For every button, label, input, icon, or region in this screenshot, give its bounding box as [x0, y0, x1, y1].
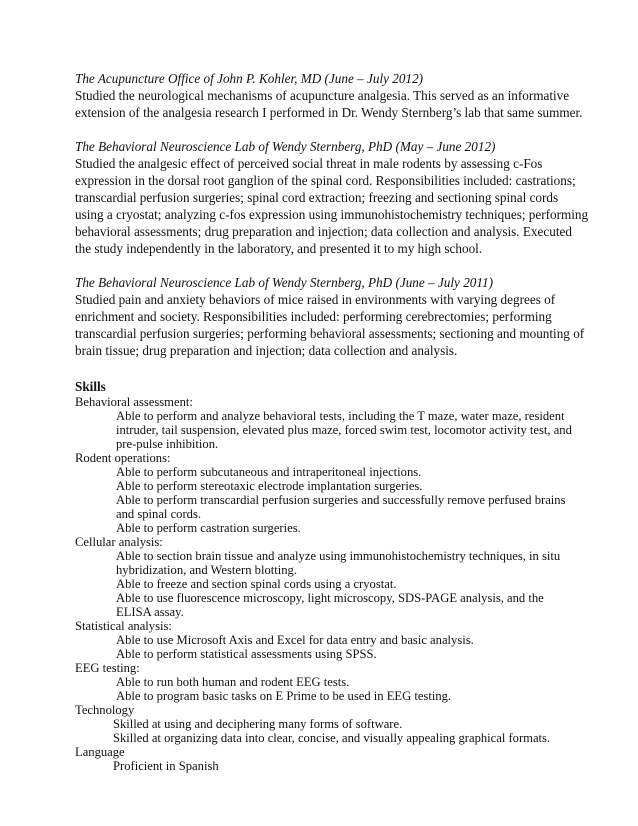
- text-line: transcardial perfusion surgeries; performing behavioral assessments; sectioning and mounting of: [75, 326, 585, 341]
- text-line: Proficient in Spanish: [113, 759, 219, 773]
- text-line: Able to perform subcutaneous and intraperitoneal injections.: [116, 465, 422, 479]
- skill-item: [75, 493, 575, 521]
- skill-category-label: Behavioral assessment:: [75, 395, 193, 409]
- text-line: using a cryostat; analyzing c-fos expression using immunohistochemistry techniques; performing: [75, 207, 589, 222]
- text-line: Able to run both human and rodent EEG tests.: [116, 675, 350, 689]
- skill-category-label: Language: [75, 745, 125, 759]
- skill-category-label: Technology: [75, 703, 135, 717]
- skill-item: [75, 409, 575, 451]
- skill-item: [75, 521, 575, 535]
- text-line: expression in the dorsal root ganglion of the spinal cord. Responsibilities included: castrations;: [75, 173, 576, 188]
- skill-category: [75, 535, 575, 619]
- text-line: hybridization, and Western blotting.: [116, 563, 297, 577]
- skill-item: [75, 675, 575, 689]
- text-line: behavioral assessments; drug preparation and injection; data collection and analysis. Executed: [75, 224, 572, 239]
- text-line: Able to perform castration surgeries.: [116, 521, 301, 535]
- text-line: Able to perform stereotaxic electrode implantation surgeries.: [116, 479, 423, 493]
- skill-item: [75, 549, 575, 577]
- text-line: Able to use Microsoft Axis and Excel for data entry and basic analysis.: [116, 633, 474, 647]
- entry-title: The Behavioral Neuroscience Lab of Wendy Sternberg, PhD (June – July 2011): [75, 275, 493, 290]
- skill-item: [75, 759, 575, 773]
- skill-item: [75, 689, 575, 703]
- text-line: Studied the analgesic effect of perceived social threat in male rodents by assessing c-Fos: [75, 156, 543, 171]
- text-line: extension of the analgesia research I performed in Dr. Wendy Sternberg’s lab that same summer.: [75, 105, 583, 120]
- text-line: Able to section brain tissue and analyze using immunohistochemistry techniques, in situ: [116, 549, 561, 563]
- text-line: Able to freeze and section spinal cords using a cryostat.: [116, 577, 397, 591]
- text-line: Able to use fluorescence microscopy, light microscopy, SDS-PAGE analysis, and the: [116, 591, 544, 605]
- skill-category: [75, 703, 575, 745]
- text-line: Able to perform statistical assessments using SPSS.: [116, 647, 377, 661]
- skill-category: [75, 395, 575, 451]
- text-line: intruder, tail suspension, elevated plus maze, forced swim test, locomotor activity test, and: [116, 423, 572, 437]
- text-line: Studied the neurological mechanisms of acupuncture analgesia. This served as an informative: [75, 88, 570, 103]
- resume-page: [75, 70, 589, 773]
- entry-description: [75, 87, 583, 121]
- text-line: Able to perform transcardial perfusion surgeries and successfully remove perfused brains: [116, 493, 566, 507]
- skill-item: [75, 647, 575, 661]
- text-line: brain tissue; drug preparation and injection; data collection and analysis.: [75, 343, 458, 358]
- skill-category-label: EEG testing:: [75, 661, 140, 675]
- entry-title: The Behavioral Neuroscience Lab of Wendy Sternberg, PhD (May – June 2012): [75, 139, 496, 154]
- text-line: Able to program basic tasks on E Prime to be used in EEG testing.: [116, 689, 452, 703]
- skill-category: [75, 661, 575, 703]
- skills-heading: Skills: [75, 379, 106, 394]
- text-line: Skilled at organizing data into clear, concise, and visually appealing graphical formats.: [113, 731, 551, 745]
- skill-category: [75, 619, 575, 661]
- skill-item: [75, 591, 575, 619]
- skill-item: [75, 577, 575, 591]
- text-line: and spinal cords.: [116, 507, 201, 521]
- text-line: the study independently in the laboratory, and presented it to my high school.: [75, 241, 483, 256]
- skill-item: [75, 731, 575, 745]
- skill-item: [75, 633, 575, 647]
- skill-item: [75, 479, 575, 493]
- text-line: transcardial perfusion surgeries; spinal cord extraction; freezing and sectioning spinal cords: [75, 190, 559, 205]
- skills-section: [75, 379, 575, 773]
- text-line: Skilled at using and deciphering many forms of software.: [113, 717, 403, 731]
- text-line: Studied pain and anxiety behaviors of mice raised in environments with varying degrees of: [75, 292, 556, 307]
- skill-item: [75, 465, 575, 479]
- text-line: ELISA assay.: [116, 605, 184, 619]
- skill-category-label: Rodent operations:: [75, 451, 171, 465]
- skill-category-label: Statistical analysis:: [75, 619, 172, 633]
- skill-category: [75, 745, 575, 773]
- experience-entry: [75, 274, 585, 359]
- text-line: Able to perform and analyze behavioral tests, including the T maze, water maze, resident: [116, 409, 565, 423]
- entry-description: [75, 291, 585, 359]
- text-line: enrichment and society. Responsibilities included: performing cerebrectomies; performing: [75, 309, 552, 324]
- skill-item: [75, 717, 575, 731]
- text-line: pre-pulse inhibition.: [116, 437, 219, 451]
- entry-description: [75, 155, 589, 257]
- skill-category: [75, 451, 575, 535]
- experience-entry: [75, 138, 589, 257]
- experience-entry: [75, 70, 583, 121]
- entry-title: The Acupuncture Office of John P. Kohler, MD (June – July 2012): [75, 71, 424, 86]
- skill-category-label: Cellular analysis:: [75, 535, 163, 549]
